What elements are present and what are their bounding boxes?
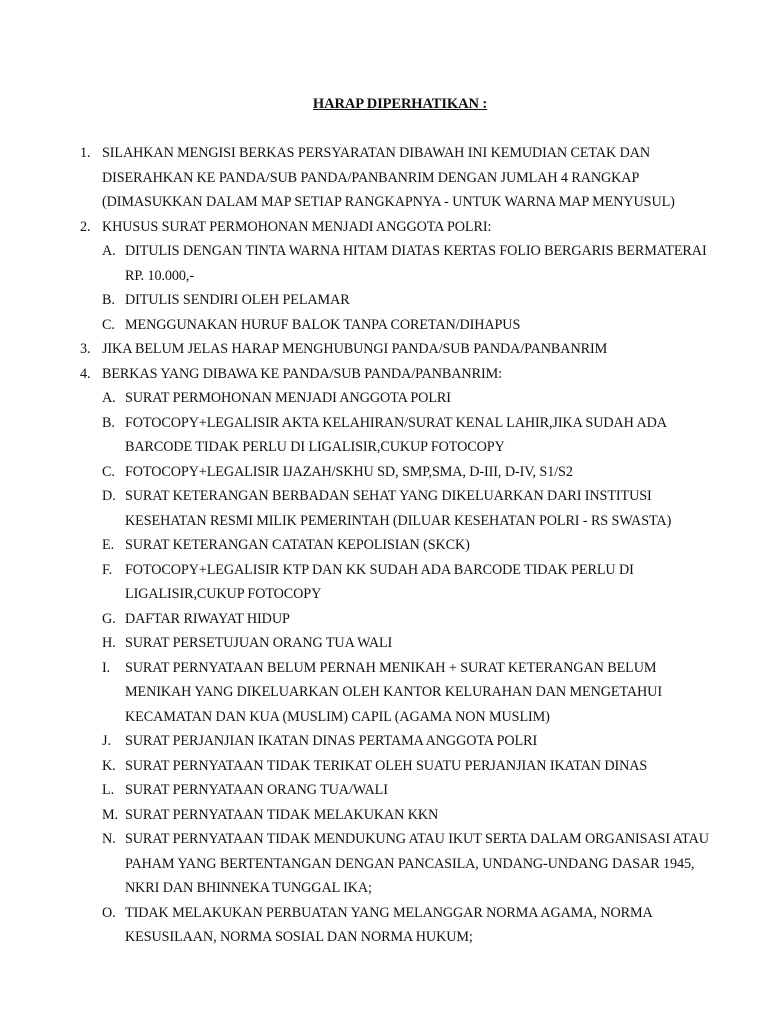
- list-item-text: SURAT PERNYATAAN TIDAK MENDUKUNG ATAU IKUT SERTA DALAM ORGANISASI ATAU: [125, 831, 709, 847]
- list-item-number: C.: [102, 316, 115, 333]
- sub-list-item-line: [0, 558, 768, 583]
- list-item-text: DISERAHKAN KE PANDA/SUB PANDA/PANBANRIM DENGAN JUMLAH 4 RANGKAP: [102, 169, 640, 186]
- list-item-number: H.: [102, 635, 116, 651]
- sub-list-item-line: [0, 239, 768, 264]
- sub-list-item-line: [0, 656, 768, 681]
- sub-list-item-line: [0, 460, 768, 485]
- list-item-number: L.: [102, 782, 115, 798]
- sub-list-item-line: [0, 729, 768, 754]
- sub-list-item-line: [0, 754, 768, 779]
- list-item-text: PAHAM YANG BERTENTANGAN DENGAN PANCASILA, UNDANG-UNDANG DASAR 1945,: [125, 855, 695, 872]
- sub-list-item-line: [0, 631, 768, 656]
- sub-list-item-line: [0, 386, 768, 411]
- list-item-text: SURAT PERSETUJUAN ORANG TUA WALI: [125, 635, 393, 651]
- list-item-line: [0, 362, 768, 387]
- list-item-text: NKRI DAN BHINNEKA TUNGGAL IKA;: [125, 880, 372, 896]
- sub-list-item-line: [0, 607, 768, 632]
- list-item-text: SURAT PERJANJIAN IKATAN DINAS PERTAMA ANGGOTA POLRI: [125, 733, 538, 749]
- list-item-text: JIKA BELUM JELAS HARAP MENGHUBUNGI PANDA/SUB PANDA/PANBANRIM: [102, 341, 608, 357]
- list-item-text: TIDAK MELAKUKAN PERBUATAN YANG MELANGGAR NORMA AGAMA, NORMA: [125, 904, 653, 921]
- list-item-text: SURAT PERNYATAAN BELUM PERNAH MENIKAH + SURAT KETERANGAN BELUM: [125, 659, 657, 676]
- list-item-text: (DIMASUKKAN DALAM MAP SETIAP RANGKAPNYA - UNTUK WARNA MAP MENYUSUL): [102, 194, 675, 210]
- list-item-text: MENIKAH YANG DIKELUARKAN OLEH KANTOR KELURAHAN DAN MENGETAHUI: [125, 684, 662, 700]
- list-item-number: 2.: [80, 218, 91, 235]
- sub-list-item-line: [0, 901, 768, 926]
- list-item-number: G.: [102, 610, 116, 627]
- list-item-text: SURAT PERMOHONAN MENJADI ANGGOTA POLRI: [125, 390, 451, 406]
- sub-list-item-line: [0, 435, 768, 460]
- list-item-text: SILAHKAN MENGISI BERKAS PERSYARATAN DIBAWAH INI KEMUDIAN CETAK DAN: [102, 145, 651, 161]
- sub-list-item-line: [0, 288, 768, 313]
- list-item-line: [0, 141, 768, 166]
- sub-list-item-line: [0, 852, 768, 877]
- list-item-number: B.: [102, 414, 115, 431]
- list-item-text: KECAMATAN DAN KUA (MUSLIM) CAPIL (AGAMA NON MUSLIM): [125, 708, 550, 725]
- list-item-line: [0, 166, 768, 191]
- list-item-number: F.: [102, 561, 113, 578]
- list-item-number: B.: [102, 292, 115, 308]
- sub-list-item-line: [0, 313, 768, 338]
- list-item-number: N.: [102, 831, 116, 847]
- list-item-line: [0, 215, 768, 240]
- list-item-number: K.: [102, 757, 116, 774]
- list-item-text: FOTOCOPY+LEGALISIR AKTA KELAHIRAN/SURAT KENAL LAHIR,JIKA SUDAH ADA: [125, 414, 667, 431]
- requirements-list: [0, 141, 768, 950]
- sub-list-item-line: [0, 925, 768, 950]
- sub-list-item-line: [0, 582, 768, 607]
- list-item-text: SURAT KETERANGAN BERBADAN SEHAT YANG DIKELUARKAN DARI INSTITUSI: [125, 488, 652, 504]
- list-item-number: A.: [102, 390, 116, 406]
- list-item-text: DITULIS DENGAN TINTA WARNA HITAM DIATAS KERTAS FOLIO BERGARIS BERMATERAI: [125, 243, 707, 259]
- list-item-text: SURAT PERNYATAAN TIDAK TERIKAT OLEH SUATU PERJANJIAN IKATAN DINAS: [125, 757, 648, 774]
- list-item-text: RP. 10.000,-: [125, 267, 194, 284]
- list-item-text: FOTOCOPY+LEGALISIR KTP DAN KK SUDAH ADA BARCODE TIDAK PERLU DI: [125, 561, 634, 578]
- list-item-number: E.: [102, 537, 115, 553]
- list-item-text: BARCODE TIDAK PERLU DI LIGALISIR,CUKUP FOTOCOPY: [125, 439, 505, 455]
- list-item-text: MENGGUNAKAN HURUF BALOK TANPA CORETAN/DIHAPUS: [125, 316, 521, 333]
- list-item-number: A.: [102, 243, 116, 259]
- sub-list-item-line: [0, 533, 768, 558]
- list-item-text: KESEHATAN RESMI MILIK PEMERINTAH (DILUAR KESEHATAN POLRI - RS SWASTA): [125, 512, 672, 529]
- sub-list-item-line: [0, 264, 768, 289]
- list-item-text: SURAT PERNYATAAN TIDAK MELAKUKAN KKN: [125, 806, 439, 823]
- sub-list-item-line: [0, 484, 768, 509]
- list-item-number: D.: [102, 488, 116, 504]
- list-item-number: 1.: [80, 145, 91, 161]
- list-item-number: C.: [102, 463, 115, 480]
- list-item-number: 3.: [80, 341, 91, 357]
- sub-list-item-line: [0, 411, 768, 436]
- list-item-text: SURAT PERNYATAAN ORANG TUA/WALI: [125, 782, 388, 798]
- list-item-text: SURAT KETERANGAN CATATAN KEPOLISIAN (SKCK): [125, 537, 470, 553]
- list-item-number: J.: [102, 733, 111, 749]
- list-item-text: DITULIS SENDIRI OLEH PELAMAR: [125, 292, 350, 308]
- sub-list-item-line: [0, 680, 768, 705]
- list-item-line: [0, 190, 768, 215]
- list-item-text: KESUSILAAN, NORMA SOSIAL DAN NORMA HUKUM;: [125, 929, 473, 945]
- sub-list-item-line: [0, 803, 768, 828]
- list-item-text: BERKAS YANG DIBAWA KE PANDA/SUB PANDA/PANBANRIM:: [102, 365, 502, 382]
- list-item-text: KHUSUS SURAT PERMOHONAN MENJADI ANGGOTA POLRI:: [102, 218, 492, 235]
- list-item-text: DAFTAR RIWAYAT HIDUP: [125, 610, 290, 627]
- sub-list-item-line: [0, 876, 768, 901]
- list-item-line: [0, 337, 768, 362]
- list-item-number: 4.: [80, 365, 91, 382]
- list-item-number: I.: [102, 659, 111, 676]
- sub-list-item-line: [0, 778, 768, 803]
- list-item-text: LIGALISIR,CUKUP FOTOCOPY: [125, 586, 322, 602]
- sub-list-item-line: [0, 509, 768, 534]
- sub-list-item-line: [0, 705, 768, 730]
- document-title: HARAP DIPERHATIKAN :: [312, 96, 488, 112]
- list-item-number: M.: [102, 806, 118, 823]
- sub-list-item-line: [0, 827, 768, 852]
- list-item-number: O.: [102, 904, 116, 921]
- list-item-text: FOTOCOPY+LEGALISIR IJAZAH/SKHU SD, SMP,SMA, D-III, D-IV, S1/S2: [125, 463, 573, 480]
